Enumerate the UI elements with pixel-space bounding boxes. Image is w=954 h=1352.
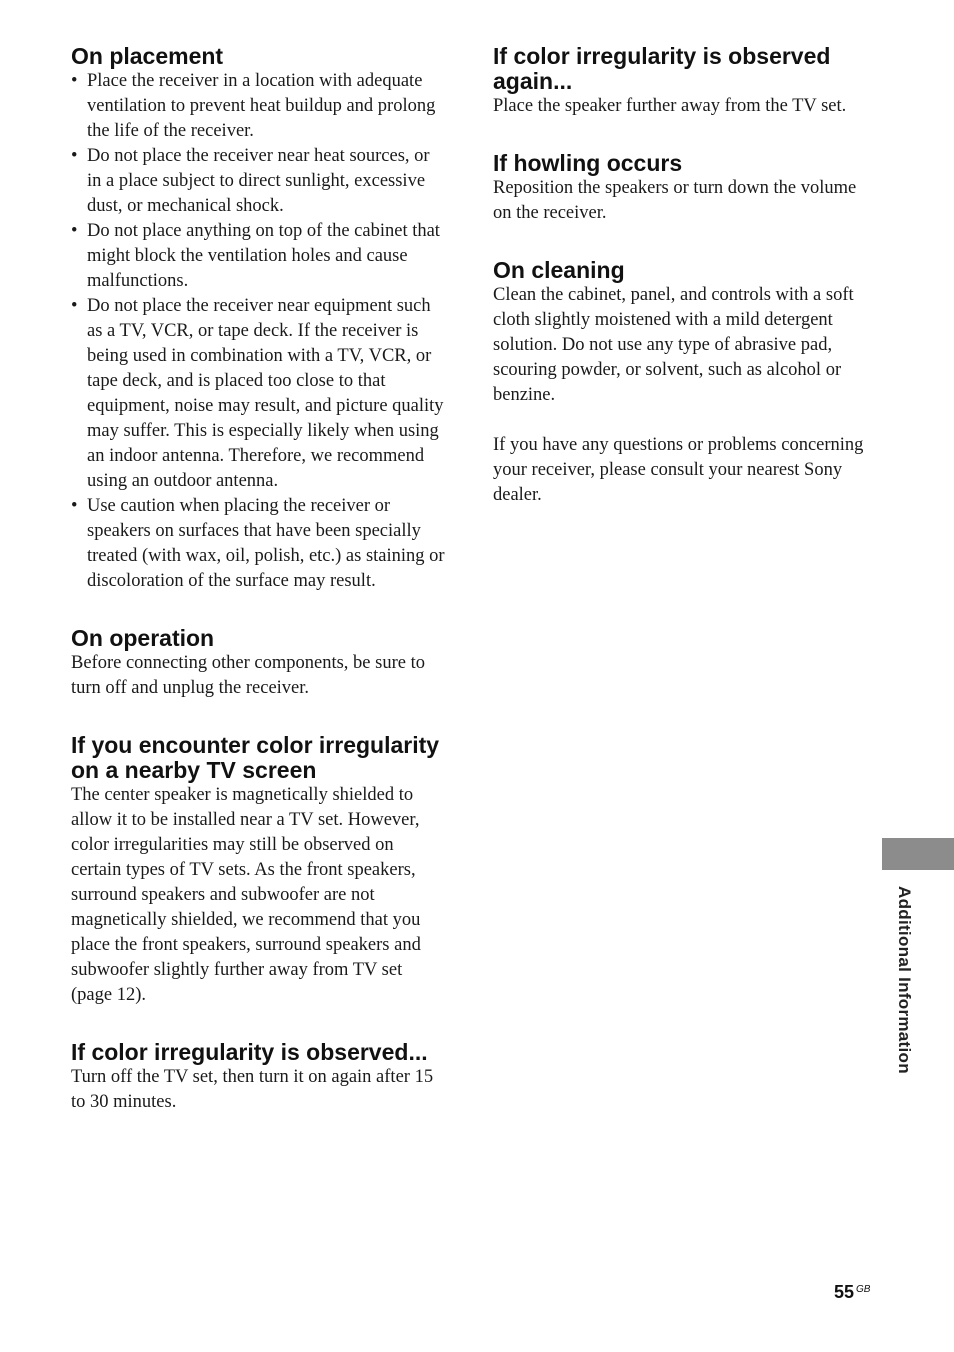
- section-on-operation: [71, 626, 447, 701]
- observed-again-text: Place the speaker further away from the TV set.: [493, 96, 847, 116]
- cleaning-text: Clean the cabinet, panel, and controls with a soft cloth slightly moistened with a mild detergent solution. Do not use any type of abrasive pad, scouring powder, or solvent, such as alcohol or benzine.: [493, 285, 854, 405]
- howling-text: Reposition the speakers or turn down the volume on the receiver.: [493, 178, 857, 223]
- list-item: • Do not place anything on top of the cabinet that might block the ventilation holes and cause malfunctions.: [71, 221, 440, 291]
- bullet-icon: •: [71, 296, 78, 316]
- page-number-suffix: GB: [856, 1284, 871, 1295]
- heading-color-irregularity-observed: If color irregularity is observed...: [71, 1039, 428, 1065]
- left-column: [71, 44, 447, 1147]
- bullet-icon: •: [71, 496, 78, 516]
- section-on-cleaning: [493, 258, 869, 508]
- heading-on-operation: On operation: [71, 625, 215, 651]
- section-side-label: Additional Information: [895, 886, 914, 1074]
- heading-on-cleaning: On cleaning: [493, 257, 625, 283]
- paragraph-spacer: [493, 408, 869, 433]
- heading-color-irregularity-observed-again: If color irregularity is observed again...: [493, 43, 831, 94]
- list-item: • Place the receiver in a location with adequate ventilation to prevent heat buildup and prolong the life of the receiver.: [71, 71, 436, 141]
- heading-on-placement: On placement: [71, 43, 224, 69]
- bullet-icon: •: [71, 71, 78, 91]
- bullet-icon: •: [71, 146, 78, 166]
- heading-howling: If howling occurs: [493, 150, 683, 176]
- placement-bullet-list: [71, 69, 447, 594]
- right-column: [493, 44, 869, 540]
- list-item: • Do not place the receiver near heat sources, or in a place subject to direct sunlight, excessive dust, or mechanical shock.: [71, 146, 430, 216]
- section-on-placement: [71, 44, 447, 594]
- operation-text: Before connecting other components, be sure to turn off and unplug the receiver.: [71, 653, 425, 698]
- section-color-irregularity-observed-again: [493, 44, 869, 119]
- page-number: 55: [834, 1282, 855, 1302]
- list-item: • Use caution when placing the receiver or speakers on surfaces that have been specially treated (with wax, oil, polish, etc.) as staining or discoloration of the surface may result.: [71, 496, 445, 591]
- section-color-irregularity-observed: [71, 1040, 447, 1115]
- color-irregularity-text: The center speaker is magnetically shielded to allow it to be installed near a TV set. However, color irregularities may still be observed on certain types of TV sets. As the front speakers, surround speakers and subwoofer are not magnetically shielded, we recommend that you place the front speakers, surround speakers and subwoofer slightly further away from TV set (page 12).: [71, 785, 421, 1005]
- heading-color-irregularity-nearby-tv: If you encounter color irregularity on a nearby TV screen: [71, 732, 440, 783]
- color-irregularity-observed-text: Turn off the TV set, then turn it on again after 15 to 30 minutes.: [71, 1067, 434, 1112]
- bullet-icon: •: [71, 221, 78, 241]
- section-tab-marker: [882, 838, 954, 870]
- sony-dealer-text: If you have any questions or problems concerning your receiver, please consult your nearest Sony dealer.: [493, 435, 864, 505]
- section-color-irregularity-nearby-tv: [71, 733, 447, 1008]
- section-howling: [493, 151, 869, 226]
- list-item: • Do not place the receiver near equipment such as a TV, VCR, or tape deck. If the receiver is being used in combination with a TV, VCR, or tape deck, and is placed too close to that equipment, noise may result, and picture quality may suffer. This is especially likely when using an indoor antenna. Therefore, we recommend using an outdoor antenna.: [71, 296, 444, 491]
